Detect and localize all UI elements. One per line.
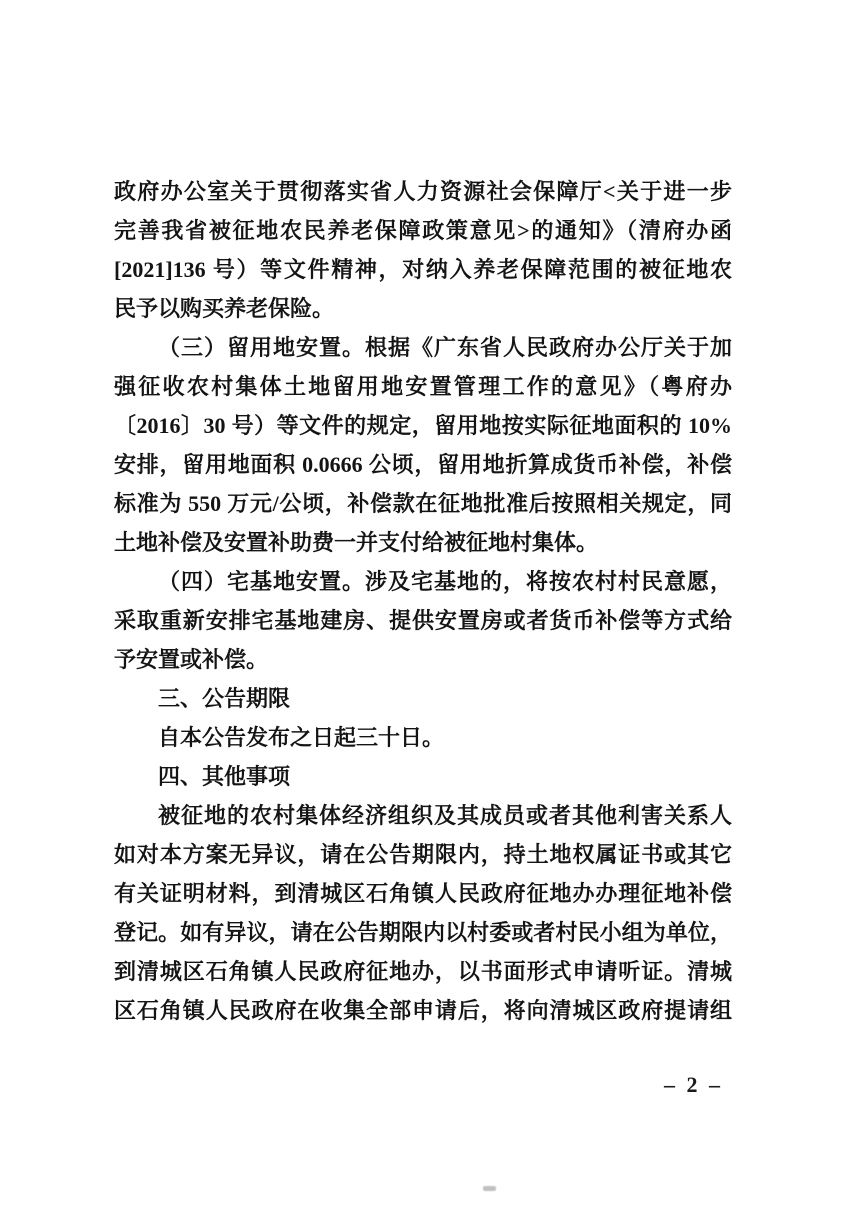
text-line: [2021]136 号）等文件精神，对纳入养老保障范围的被征地农 [114,257,732,282]
text-line: 政府办公室关于贯彻落实省人力资源社会保障厅<关于进一步 [114,179,732,204]
text-line: 完善我省被征地农民养老保障政策意见>的通知》（清府办函 [114,218,732,243]
text-line: 强征收农村集体土地留用地安置管理工作的意见》（粤府办 [114,374,732,399]
text-line: 如对本方案无异议，请在公告期限内，持土地权属证书或其它 [114,842,732,867]
text-line: 四、其他事项 [158,764,291,789]
text-line: 民予以购买养老保险。 [114,296,335,321]
text-line: 〔2016〕30 号）等文件的规定，留用地按实际征地面积的 10% [114,413,732,438]
text-line: 标准为 550 万元/公顷，补偿款在征地批准后按照相关规定，同 [114,491,732,516]
document-body-text [114,172,732,1030]
scan-artifact-mark [483,1186,496,1191]
text-line: 到清城区石角镇人民政府征地办，以书面形式申请听证。清城 [114,959,732,984]
text-line: 三、公告期限 [158,686,291,711]
text-line: 被征地的农村集体经济组织及其成员或者其他利害关系人 [158,803,732,828]
text-line: 予安置或补偿。 [114,647,269,672]
text-line: 安排，留用地面积 0.0666 公顷，留用地折算成货币补偿，补偿 [114,452,732,477]
text-line: （三）留用地安置。根据《广东省人民政府办公厅关于加 [158,335,732,360]
text-line: 登记。如有异议，请在公告期限内以村委或者村民小组为单位， [114,920,732,945]
text-line: 土地补偿及安置补助费一并支付给被征地村集体。 [114,530,599,555]
page-number: – 2 – [664,1072,723,1097]
text-line: （四）宅基地安置。涉及宅基地的，将按农村村民意愿， [158,569,732,594]
text-line: 区石角镇人民政府在收集全部申请后，将向清城区政府提请组 [114,998,732,1023]
text-line: 有关证明材料，到清城区石角镇人民政府征地办办理征地补偿 [114,881,732,906]
text-line: 采取重新安排宅基地建房、提供安置房或者货币补偿等方式给 [114,608,732,633]
text-line: 自本公告发布之日起三十日。 [158,725,445,750]
